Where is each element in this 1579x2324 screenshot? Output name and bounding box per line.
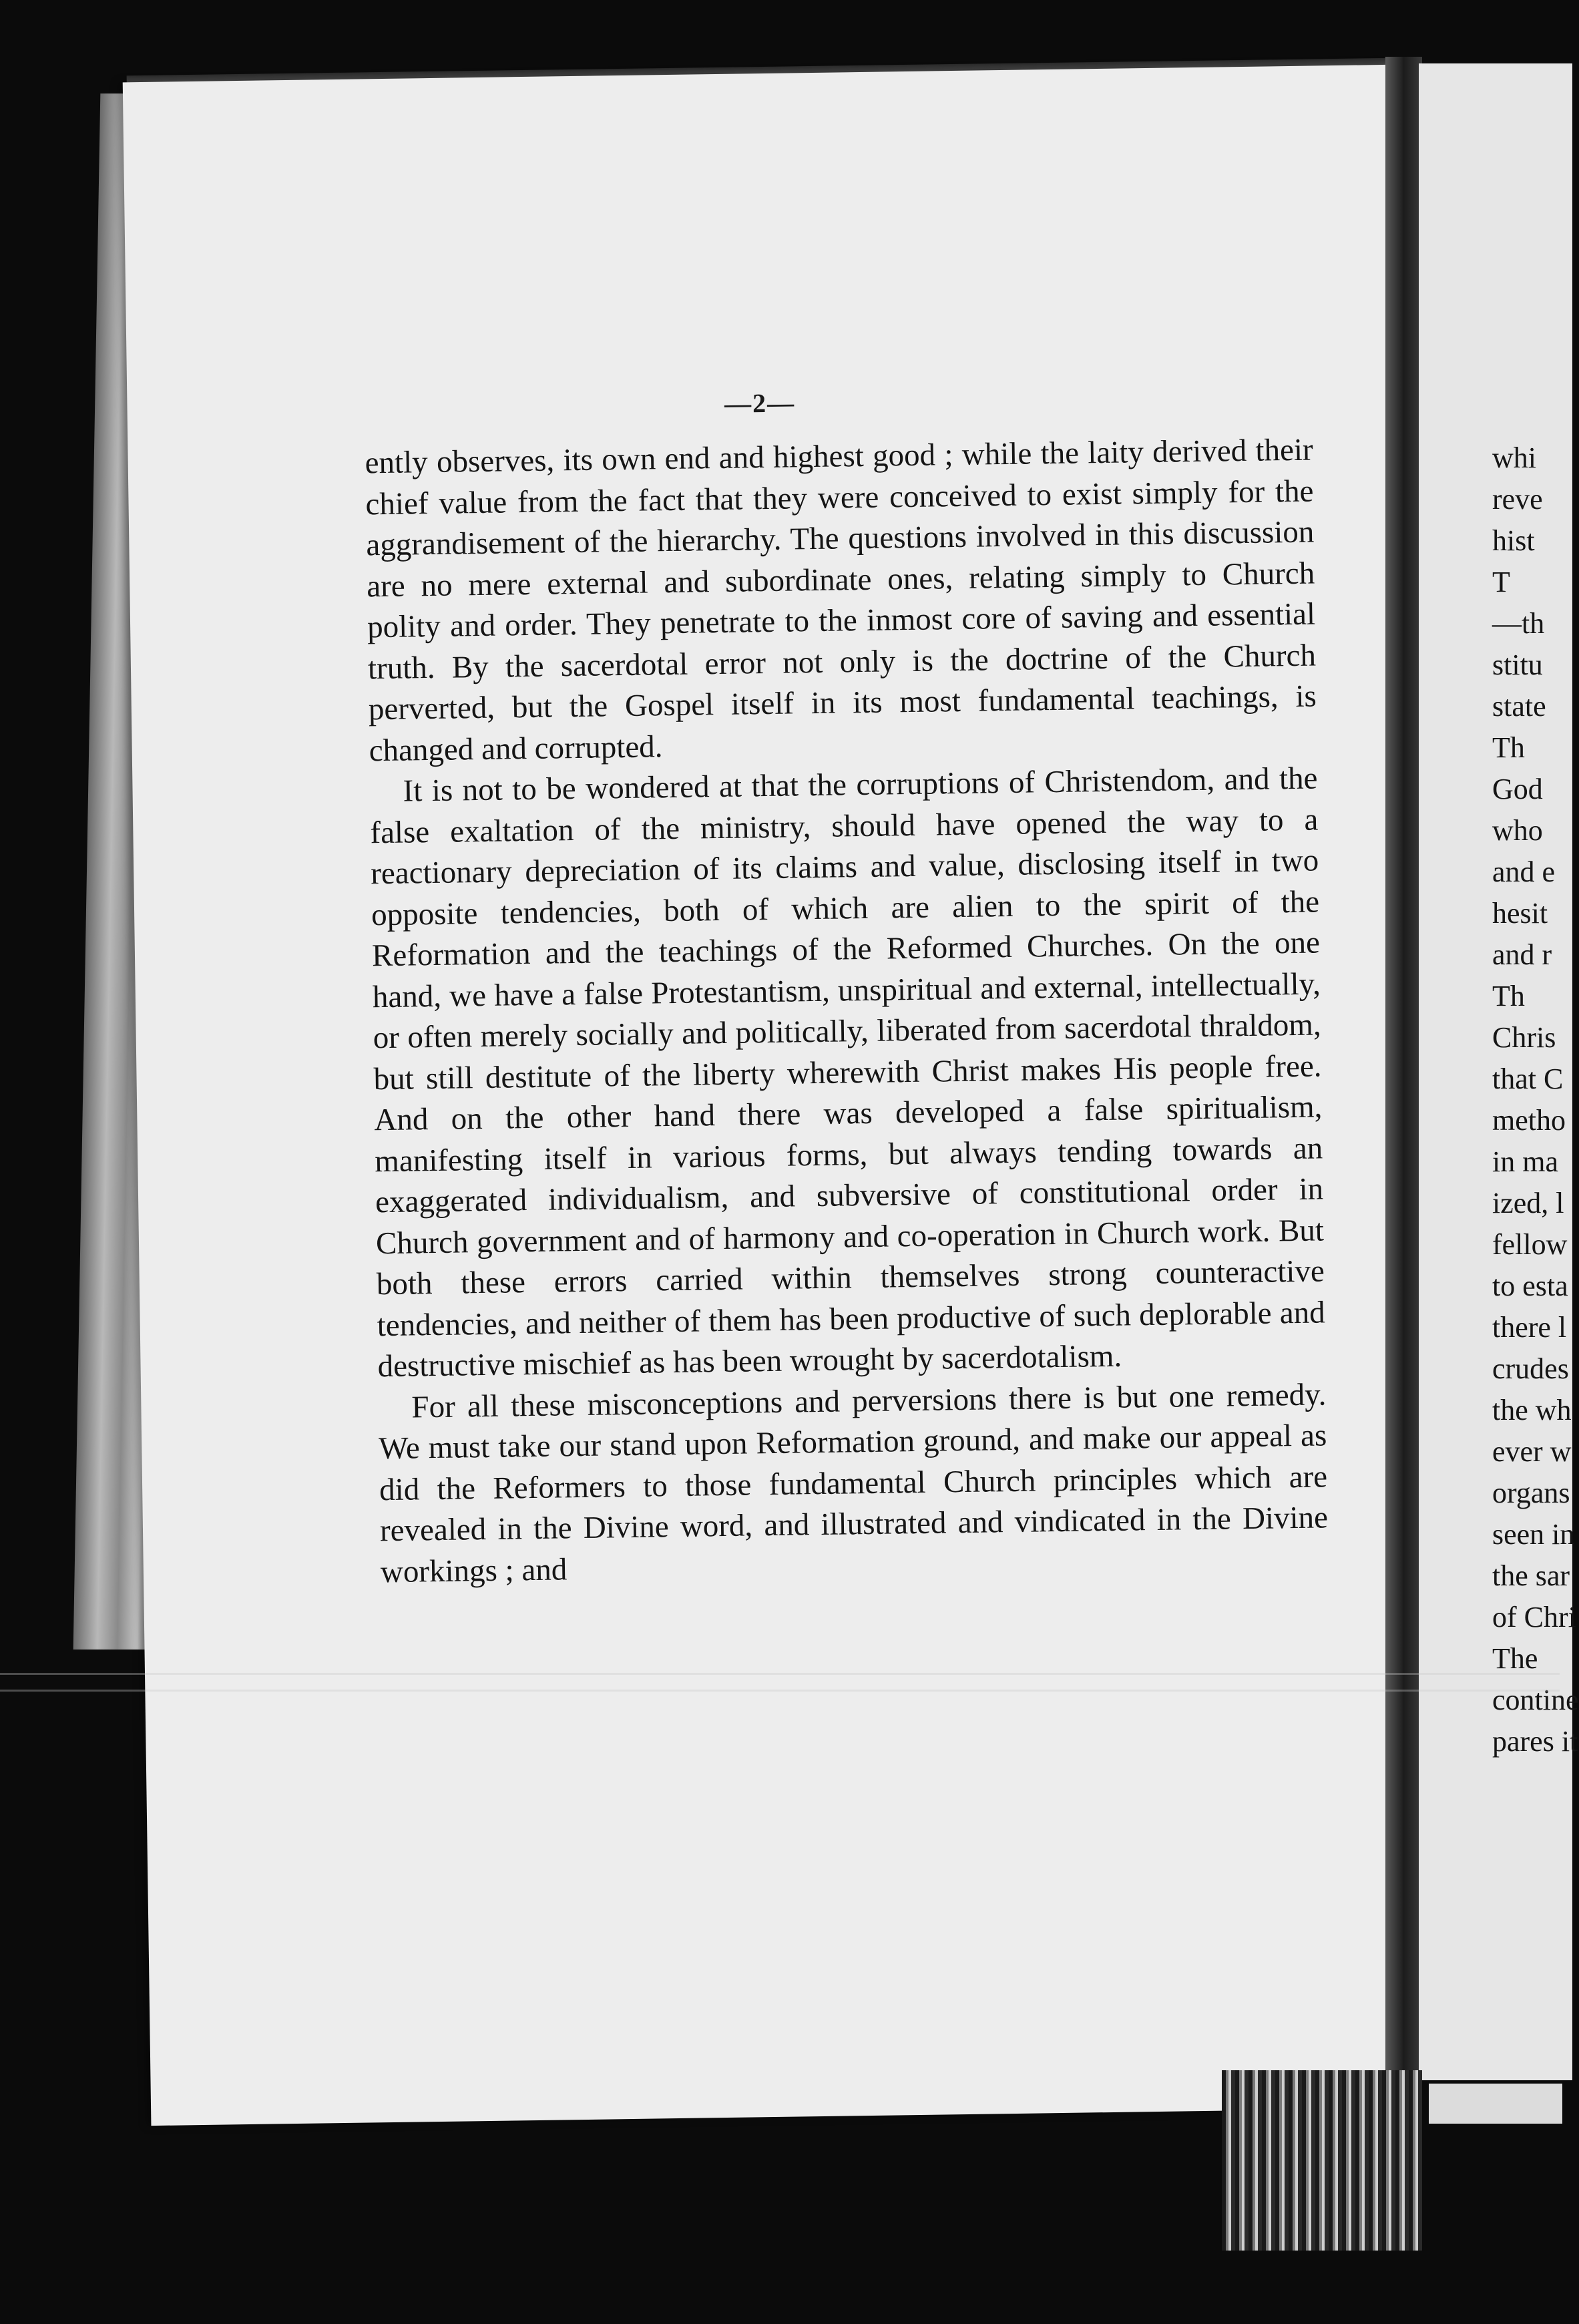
facing-line: to esta bbox=[1492, 1270, 1568, 1302]
facing-line: that C bbox=[1492, 1062, 1564, 1095]
facing-line: Chris bbox=[1492, 1021, 1556, 1054]
facing-line: hesit bbox=[1492, 897, 1548, 930]
page-number: —2— bbox=[724, 387, 796, 419]
facing-line: ized, l bbox=[1492, 1187, 1564, 1219]
facing-line: the wh bbox=[1492, 1394, 1572, 1426]
body-text bbox=[365, 430, 1329, 1593]
facing-line: state bbox=[1492, 690, 1546, 723]
facing-line: metho bbox=[1492, 1104, 1566, 1137]
facing-line: T bbox=[1492, 566, 1510, 598]
facing-line: in ma bbox=[1492, 1145, 1558, 1178]
paragraph-3: For all these misconceptions and perversions there is but one remedy. We must take our stand upon Reformation ground, and make our appeal as did the Reformers to those fundamental Church principles which are revealed in the Divine word, and illustrated and vindicated in the Divine workings ; and bbox=[378, 1376, 1329, 1589]
facing-page bbox=[1419, 63, 1579, 2080]
facing-line: who bbox=[1492, 814, 1543, 847]
facing-line: God bbox=[1492, 773, 1543, 805]
facing-line: stitu bbox=[1492, 648, 1543, 681]
paragraph-2: It is not to be wondered at that the corruptions of Christendom, and the false exaltation of the ministry, should have opened the way to a reactionary depreciation of its claims and value, disclosing itself in two opposite tendencies, both of which are alien to the spirit of the Reformation and the teachings of the Reformed Churches. On the one hand, we have a false Protestantism, unspiritual and external, intellectually, or often merely socially and politically, liberated from sacerdotal thraldom, but still destitute of the liberty wherewith Christ makes His people free. And on the other hand there was developed a false spiritualism, manifesting itself in various forms, but always tending towards an exaggerated individualism, and subversive of constitutional order in Church government and of harmony and co-operation in Church work. But both these errors carried within themselves strong counteractive tendencies, and neither of them has been productive of such deplorable and destructive mischief as has been wrought by sacerdotalism. bbox=[370, 761, 1325, 1384]
facing-line: pares it bbox=[1492, 1725, 1578, 1758]
facing-line: and e bbox=[1492, 855, 1556, 888]
facing-line: crudes bbox=[1492, 1352, 1569, 1385]
facing-line: organs bbox=[1492, 1477, 1570, 1509]
facing-line: contine bbox=[1492, 1684, 1579, 1716]
facing-line: and r bbox=[1492, 938, 1552, 971]
facing-line: fellow bbox=[1492, 1228, 1568, 1261]
facing-line: the sar bbox=[1492, 1559, 1570, 1592]
facing-line: there l bbox=[1492, 1311, 1567, 1344]
scan-line bbox=[0, 1690, 1560, 1692]
facing-page-text bbox=[1492, 437, 1579, 1762]
facing-line: Th bbox=[1492, 731, 1525, 764]
paragraph-1: ently observes, its own end and highest good ; while the laity derived their chief value from the fact that they were conceived to exist simply for the aggrandisement of the hierarchy. The questions involved in this discussion are no mere external and subordinate ones, relating simply to Church polity and order. They penetrate to the inmost core of saving and essential truth. By the sacerdotal error not only is the doctrine of the Church perverted, but the Gospel itself in its most fundamental teachings, is changed and corrupted. bbox=[365, 432, 1317, 768]
facing-line: Th bbox=[1492, 980, 1525, 1012]
facing-page-edge bbox=[1429, 2084, 1562, 2124]
left-page bbox=[123, 65, 1417, 2126]
facing-line: hist bbox=[1492, 524, 1535, 557]
facing-line: reve bbox=[1492, 483, 1543, 516]
book-gutter bbox=[1385, 57, 1422, 2087]
facing-line: whi bbox=[1492, 441, 1536, 474]
facing-line: of Chri bbox=[1492, 1601, 1576, 1633]
facing-line: —th bbox=[1492, 607, 1545, 640]
facing-line: seen in bbox=[1492, 1518, 1575, 1551]
scan-line bbox=[0, 1673, 1560, 1675]
facing-line: The bbox=[1492, 1642, 1538, 1675]
lower-page-edges bbox=[1222, 2070, 1422, 2251]
facing-line: ever w bbox=[1492, 1435, 1572, 1468]
